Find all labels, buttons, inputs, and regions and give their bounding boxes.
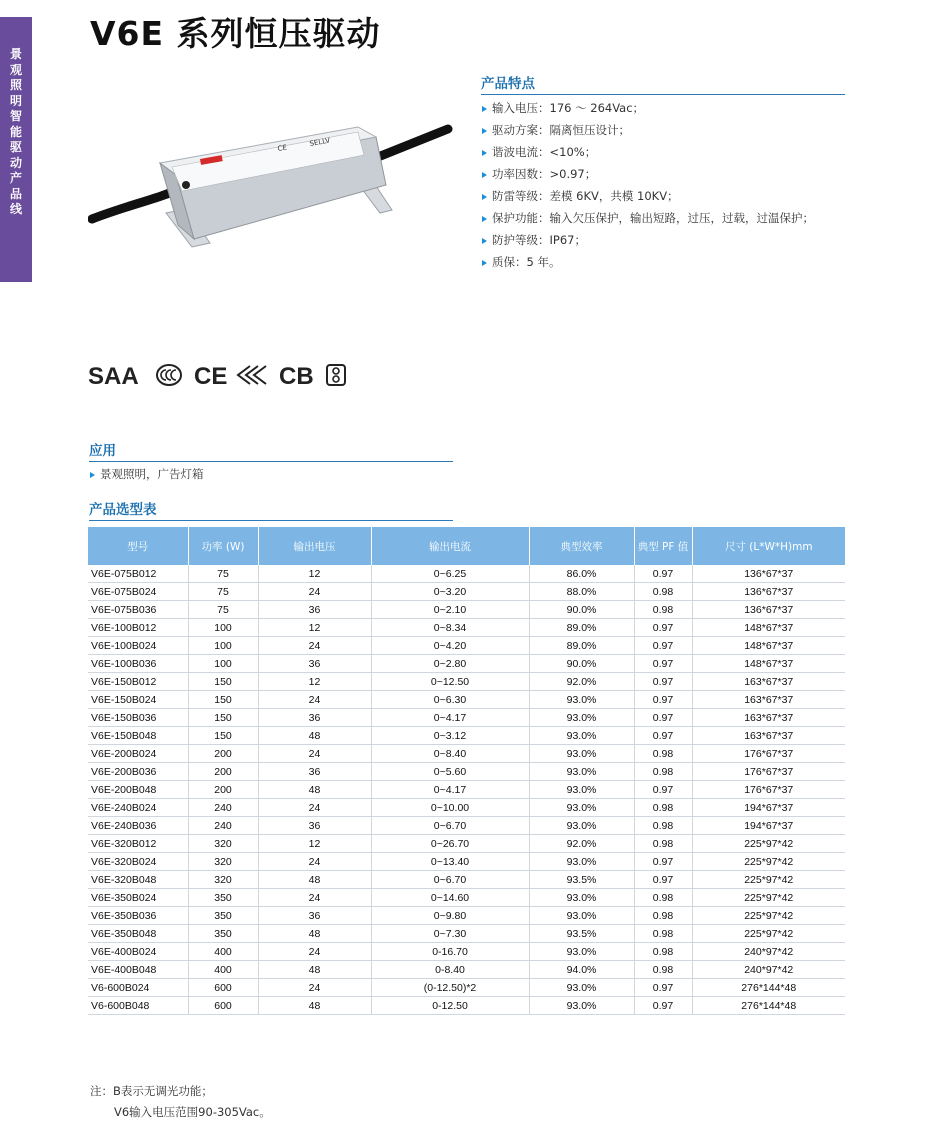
cell-pf: 0.98 [634, 907, 692, 925]
cell-model: V6E-150B024 [88, 691, 188, 709]
cell-output-voltage: 12 [258, 673, 371, 691]
cell-power: 75 [188, 583, 258, 601]
cell-model: V6E-075B012 [88, 565, 188, 583]
cell-model: V6E-320B048 [88, 871, 188, 889]
bullet-icon [482, 194, 487, 200]
cell-output-voltage: 36 [258, 907, 371, 925]
cell-dimensions: 136*67*37 [692, 601, 845, 619]
cell-efficiency: 93.0% [529, 889, 634, 907]
cell-model: V6E-200B024 [88, 745, 188, 763]
cell-efficiency: 93.0% [529, 997, 634, 1015]
cell-efficiency: 89.0% [529, 637, 634, 655]
cell-model: V6E-150B012 [88, 673, 188, 691]
cell-model: V6-600B024 [88, 979, 188, 997]
bullet-icon [482, 260, 487, 266]
table-row [88, 763, 845, 781]
table-row [88, 979, 845, 997]
cell-power: 240 [188, 799, 258, 817]
feature-item: 防护等级：IP67； [481, 229, 861, 251]
bullet-icon [482, 172, 487, 178]
cell-output-current: 0-8.40 [371, 961, 529, 979]
cell-output-current: 0~13.40 [371, 853, 529, 871]
cell-output-voltage: 24 [258, 745, 371, 763]
cell-output-voltage: 36 [258, 655, 371, 673]
cell-output-current: 0~8.34 [371, 619, 529, 637]
cell-efficiency: 90.0% [529, 655, 634, 673]
cell-efficiency: 93.0% [529, 781, 634, 799]
sidebar-label: 景 观 照 明 智 能 驱 动 产 品 线 [9, 47, 22, 216]
cell-power: 75 [188, 565, 258, 583]
cell-dimensions: 276*144*48 [692, 997, 845, 1015]
cell-dimensions: 194*67*37 [692, 817, 845, 835]
table-row [88, 907, 845, 925]
cell-output-current: 0~8.40 [371, 745, 529, 763]
cell-efficiency: 86.0% [529, 565, 634, 583]
cell-model: V6E-350B024 [88, 889, 188, 907]
feature-item: 质保：5 年。 [481, 251, 861, 273]
cell-pf: 0.97 [634, 619, 692, 637]
cell-dimensions: 163*67*37 [692, 673, 845, 691]
cell-dimensions: 240*97*42 [692, 961, 845, 979]
table-row [88, 637, 845, 655]
cell-model: V6E-320B012 [88, 835, 188, 853]
sidebar-tab [0, 17, 32, 282]
table-row [88, 961, 845, 979]
cell-pf: 0.97 [634, 673, 692, 691]
table-row [88, 727, 845, 745]
safety-mark-icon [327, 365, 345, 385]
cell-pf: 0.98 [634, 763, 692, 781]
cell-dimensions: 225*97*42 [692, 925, 845, 943]
cell-efficiency: 93.0% [529, 907, 634, 925]
cell-model: V6E-200B048 [88, 781, 188, 799]
feature-item: 输入电压：176 ～ 264Vac； [481, 97, 861, 119]
bullet-icon [482, 106, 487, 112]
bullet-icon [482, 216, 487, 222]
cell-dimensions: 136*67*37 [692, 583, 845, 601]
cell-power: 320 [188, 835, 258, 853]
cell-dimensions: 276*144*48 [692, 979, 845, 997]
cell-model: V6E-400B048 [88, 961, 188, 979]
spec-table [88, 527, 845, 1015]
cell-dimensions: 225*97*42 [692, 907, 845, 925]
cell-efficiency: 93.0% [529, 745, 634, 763]
bullet-icon [90, 472, 95, 478]
cell-pf: 0.98 [634, 601, 692, 619]
cell-power: 600 [188, 979, 258, 997]
ccc-logo-icon [157, 365, 181, 385]
cell-power: 100 [188, 619, 258, 637]
cell-output-voltage: 36 [258, 763, 371, 781]
cell-output-current: 0~5.60 [371, 763, 529, 781]
cell-pf: 0.97 [634, 691, 692, 709]
cell-output-voltage: 24 [258, 979, 371, 997]
cell-efficiency: 93.0% [529, 979, 634, 997]
table-row [88, 691, 845, 709]
cell-power: 150 [188, 709, 258, 727]
cell-output-voltage: 24 [258, 583, 371, 601]
application-title: 应用 [89, 439, 453, 462]
cell-pf: 0.97 [634, 727, 692, 745]
header-efficiency: 典型效率 [529, 527, 634, 565]
cell-power: 150 [188, 691, 258, 709]
cell-output-voltage: 24 [258, 853, 371, 871]
cell-output-voltage: 24 [258, 691, 371, 709]
cell-power: 100 [188, 637, 258, 655]
notes [90, 1081, 271, 1123]
table-row [88, 871, 845, 889]
cell-pf: 0.97 [634, 979, 692, 997]
cell-dimensions: 240*97*42 [692, 943, 845, 961]
header-output-voltage: 输出电压 [258, 527, 371, 565]
cell-output-current: (0-12.50)*2 [371, 979, 529, 997]
cell-pf: 0.98 [634, 799, 692, 817]
cell-pf: 0.97 [634, 637, 692, 655]
cell-pf: 0.97 [634, 655, 692, 673]
table-row [88, 565, 845, 583]
cell-output-voltage: 24 [258, 637, 371, 655]
table-row [88, 673, 845, 691]
cell-dimensions: 148*67*37 [692, 637, 845, 655]
cell-power: 320 [188, 871, 258, 889]
cell-model: V6E-400B024 [88, 943, 188, 961]
saa-logo: SAA [88, 363, 139, 390]
note-line: V6输入电压范围90-305Vac。 [114, 1105, 271, 1119]
cell-output-current: 0~14.60 [371, 889, 529, 907]
cell-power: 200 [188, 745, 258, 763]
table-row [88, 781, 845, 799]
cell-output-current: 0-16.70 [371, 943, 529, 961]
cell-power: 320 [188, 853, 258, 871]
cell-output-voltage: 36 [258, 709, 371, 727]
cell-dimensions: 194*67*37 [692, 799, 845, 817]
cell-model: V6E-150B048 [88, 727, 188, 745]
cell-efficiency: 93.0% [529, 817, 634, 835]
table-row [88, 817, 845, 835]
table-row [88, 835, 845, 853]
cell-pf: 0.97 [634, 871, 692, 889]
cell-output-voltage: 12 [258, 619, 371, 637]
cell-efficiency: 93.0% [529, 799, 634, 817]
cell-output-voltage: 24 [258, 943, 371, 961]
cell-power: 240 [188, 817, 258, 835]
feature-item: 功率因数：>0.97； [481, 163, 861, 185]
header-pf: 典型 PF 值 [634, 527, 692, 565]
table-title: 产品选型表 [89, 498, 453, 521]
cell-efficiency: 93.5% [529, 871, 634, 889]
cell-pf: 0.98 [634, 943, 692, 961]
cell-output-voltage: 48 [258, 871, 371, 889]
table-row [88, 943, 845, 961]
cell-pf: 0.98 [634, 961, 692, 979]
cell-dimensions: 225*97*42 [692, 835, 845, 853]
cell-pf: 0.97 [634, 853, 692, 871]
cell-power: 75 [188, 601, 258, 619]
cell-power: 350 [188, 907, 258, 925]
features-list [481, 97, 861, 273]
bullet-icon [482, 238, 487, 244]
bullet-icon [482, 150, 487, 156]
cell-efficiency: 90.0% [529, 601, 634, 619]
cell-output-voltage: 48 [258, 781, 371, 799]
header-power: 功率 (W) [188, 527, 258, 565]
cell-power: 350 [188, 889, 258, 907]
cell-output-current: 0~10.00 [371, 799, 529, 817]
features-title: 产品特点 [481, 72, 845, 95]
cell-power: 150 [188, 673, 258, 691]
cell-model: V6-600B048 [88, 997, 188, 1015]
cell-dimensions: 225*97*42 [692, 871, 845, 889]
cb-logo: CB [279, 363, 314, 390]
cell-power: 100 [188, 655, 258, 673]
cell-pf: 0.98 [634, 745, 692, 763]
table-row [88, 745, 845, 763]
cell-output-voltage: 24 [258, 889, 371, 907]
cell-output-current: 0~6.25 [371, 565, 529, 583]
cell-efficiency: 93.0% [529, 853, 634, 871]
cell-dimensions: 136*67*37 [692, 565, 845, 583]
cell-output-current: 0~4.17 [371, 781, 529, 799]
cell-model: V6E-075B036 [88, 601, 188, 619]
cell-output-current: 0~6.70 [371, 817, 529, 835]
cell-output-current: 0~12.50 [371, 673, 529, 691]
ce-mark: CE [276, 143, 288, 153]
cell-power: 400 [188, 943, 258, 961]
cell-output-current: 0~2.80 [371, 655, 529, 673]
cell-model: V6E-240B024 [88, 799, 188, 817]
cell-dimensions: 163*67*37 [692, 691, 845, 709]
cell-dimensions: 225*97*42 [692, 889, 845, 907]
cell-power: 600 [188, 997, 258, 1015]
cell-efficiency: 89.0% [529, 619, 634, 637]
cell-model: V6E-150B036 [88, 709, 188, 727]
cell-model: V6E-350B048 [88, 925, 188, 943]
cell-power: 200 [188, 763, 258, 781]
table-row [88, 799, 845, 817]
cell-output-voltage: 36 [258, 817, 371, 835]
feature-item: 防雷等级：差模 6KV，共模 10KV； [481, 185, 861, 207]
table-row [88, 619, 845, 637]
cell-output-current: 0~3.20 [371, 583, 529, 601]
cell-efficiency: 94.0% [529, 961, 634, 979]
cell-power: 200 [188, 781, 258, 799]
cell-dimensions: 148*67*37 [692, 619, 845, 637]
table-row [88, 583, 845, 601]
cell-pf: 0.97 [634, 781, 692, 799]
note-line: 注：B表示无调光功能； [90, 1084, 213, 1098]
cell-model: V6E-320B024 [88, 853, 188, 871]
cell-efficiency: 93.0% [529, 763, 634, 781]
cell-model: V6E-100B024 [88, 637, 188, 655]
cable-gland [182, 181, 190, 189]
cell-output-voltage: 48 [258, 997, 371, 1015]
cell-power: 150 [188, 727, 258, 745]
cell-model: V6E-200B036 [88, 763, 188, 781]
ukca-logo-icon [238, 366, 266, 384]
cell-output-voltage: 12 [258, 835, 371, 853]
page-title: V6E 系列恒压驱动 [90, 14, 381, 53]
cell-output-current: 0~3.12 [371, 727, 529, 745]
cell-model: V6E-350B036 [88, 907, 188, 925]
table-row [88, 997, 845, 1015]
header-dimensions: 尺寸 (L*W*H)mm [692, 527, 845, 565]
header-model: 型号 [88, 527, 188, 565]
ce-logo: CE [194, 363, 228, 390]
cell-output-current: 0~9.80 [371, 907, 529, 925]
table-row [88, 853, 845, 871]
cell-output-voltage: 48 [258, 727, 371, 745]
application-item: 景观照明，广告灯箱 [89, 464, 204, 484]
cell-output-current: 0~6.30 [371, 691, 529, 709]
table-header-row [88, 527, 845, 565]
cell-efficiency: 93.0% [529, 727, 634, 745]
cell-pf: 0.97 [634, 997, 692, 1015]
feature-item: 驱动方案：隔离恒压设计； [481, 119, 861, 141]
cell-output-current: 0~6.70 [371, 871, 529, 889]
table-row [88, 889, 845, 907]
cell-pf: 0.97 [634, 709, 692, 727]
cell-dimensions: 176*67*37 [692, 781, 845, 799]
cell-pf: 0.98 [634, 583, 692, 601]
cell-output-current: 0~4.17 [371, 709, 529, 727]
cell-output-current: 0~4.20 [371, 637, 529, 655]
cell-efficiency: 93.0% [529, 691, 634, 709]
cell-pf: 0.98 [634, 817, 692, 835]
cell-efficiency: 88.0% [529, 583, 634, 601]
table-row [88, 655, 845, 673]
cell-model: V6E-075B024 [88, 583, 188, 601]
cell-efficiency: 93.0% [529, 709, 634, 727]
cell-power: 350 [188, 925, 258, 943]
cell-pf: 0.98 [634, 835, 692, 853]
cell-output-current: 0-12.50 [371, 997, 529, 1015]
cell-dimensions: 225*97*42 [692, 853, 845, 871]
cell-output-voltage: 48 [258, 925, 371, 943]
feature-item: 保护功能：输入欠压保护，输出短路，过压，过载，过温保护； [481, 207, 861, 229]
cell-dimensions: 148*67*37 [692, 655, 845, 673]
cell-output-voltage: 36 [258, 601, 371, 619]
cell-output-current: 0~26.70 [371, 835, 529, 853]
cell-efficiency: 93.0% [529, 943, 634, 961]
cell-dimensions: 176*67*37 [692, 745, 845, 763]
bullet-icon [482, 128, 487, 134]
cell-output-voltage: 24 [258, 799, 371, 817]
cell-output-voltage: 12 [258, 565, 371, 583]
feature-item: 谐波电流：<10%； [481, 141, 861, 163]
cable-right [378, 129, 448, 157]
cell-model: V6E-100B036 [88, 655, 188, 673]
table-row [88, 601, 845, 619]
cell-efficiency: 92.0% [529, 673, 634, 691]
cell-output-current: 0~2.10 [371, 601, 529, 619]
brand-label: SELLV [308, 136, 331, 148]
cell-dimensions: 163*67*37 [692, 727, 845, 745]
cell-efficiency: 92.0% [529, 835, 634, 853]
cell-pf: 0.98 [634, 925, 692, 943]
cell-efficiency: 93.5% [529, 925, 634, 943]
cell-power: 400 [188, 961, 258, 979]
header-output-current: 输出电流 [371, 527, 529, 565]
cell-dimensions: 163*67*37 [692, 709, 845, 727]
cell-output-current: 0~7.30 [371, 925, 529, 943]
certification-logos [88, 358, 358, 392]
cell-model: V6E-100B012 [88, 619, 188, 637]
table-row [88, 925, 845, 943]
cell-model: V6E-240B036 [88, 817, 188, 835]
cell-output-voltage: 48 [258, 961, 371, 979]
cell-pf: 0.97 [634, 565, 692, 583]
product-image [88, 115, 458, 260]
table-row [88, 709, 845, 727]
cell-pf: 0.98 [634, 889, 692, 907]
cell-dimensions: 176*67*37 [692, 763, 845, 781]
